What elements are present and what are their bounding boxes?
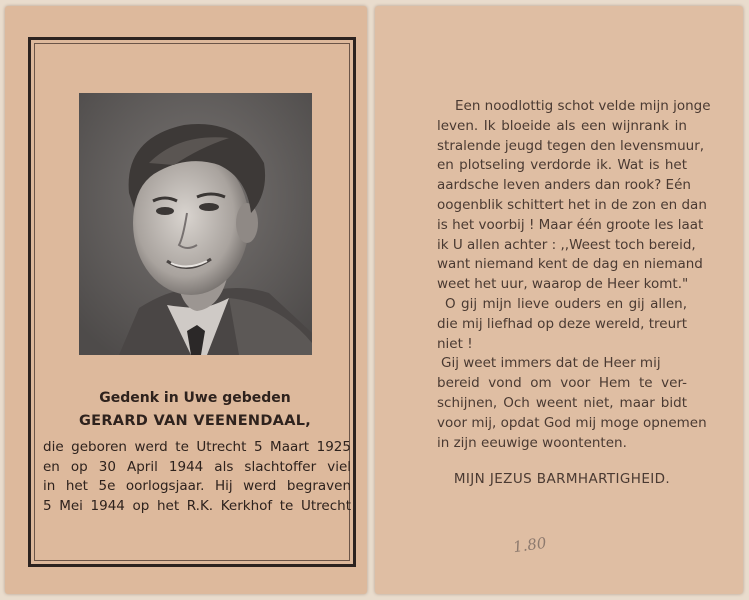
- portrait-photo: [79, 93, 312, 355]
- bio-line: die geboren werd te Utrecht 5 Maart 1925: [43, 439, 351, 455]
- verse-line: en plotseling verdorde ik. Wat is het: [437, 157, 687, 174]
- deceased-name: GERARD VAN VEENENDAAL,: [78, 413, 312, 429]
- verse-line: leven. Ik bloeide als een wijnrank in: [437, 117, 687, 134]
- verse-line: niet !: [437, 335, 473, 352]
- verse-line: is het voorbij ! Maar één groote les laat: [437, 216, 704, 233]
- bio-line: en op 30 April 1944 als slachtoffer viel: [43, 458, 351, 475]
- memorial-verse: [437, 97, 711, 453]
- verse-line: die mij liefhad op deze wereld, treurt: [437, 315, 687, 332]
- verse-line: oogenblik schittert het in de zon en dan: [437, 196, 707, 213]
- verse-line: stralende jeugd tegen den levensmuur,: [437, 137, 705, 154]
- memorial-card-back: [375, 6, 743, 594]
- mourning-border: [28, 37, 356, 567]
- verse-line: ik U allen achter : ,,Weest toch bereid,: [437, 236, 696, 253]
- verse-line: bereid vond om voor Hem te ver-: [437, 375, 687, 392]
- motto-text: MIJN JEZUS BARMHARTIGHEID.: [453, 471, 671, 487]
- verse-line: voor mij, opdat God mij moge opnemen: [437, 414, 707, 431]
- verse-line: in zijn eeuwige woontenten.: [437, 434, 627, 451]
- memorial-card-front: [5, 6, 367, 594]
- bio-line: in het 5e oorlogsjaar. Hij werd begraven: [43, 478, 351, 494]
- portrait-image: [79, 93, 312, 355]
- verse-line: weet het uur, waarop de Heer komt.": [437, 276, 689, 293]
- verse-line: aardsche leven anders dan rook? Eén: [437, 177, 691, 194]
- verse-line: want niemand kent de dag en niemand: [437, 256, 703, 273]
- biography-text: [43, 438, 351, 516]
- verse-line: O gij mijn lieve ouders en gij allen,: [445, 295, 687, 312]
- verse-line: Een noodlottig schot velde mijn jonge: [455, 98, 711, 114]
- bio-line: 5 Mei 1944 op het R.K. Kerkhof te Utrecht: [43, 497, 351, 514]
- price-pencil-mark: 1.80: [511, 533, 548, 557]
- prayer-heading: Gedenk in Uwe gebeden: [99, 390, 291, 406]
- verse-line: schijnen, Och weent niet, maar bidt: [437, 394, 687, 411]
- verse-line: Gij weet immers dat de Heer mij: [441, 355, 661, 372]
